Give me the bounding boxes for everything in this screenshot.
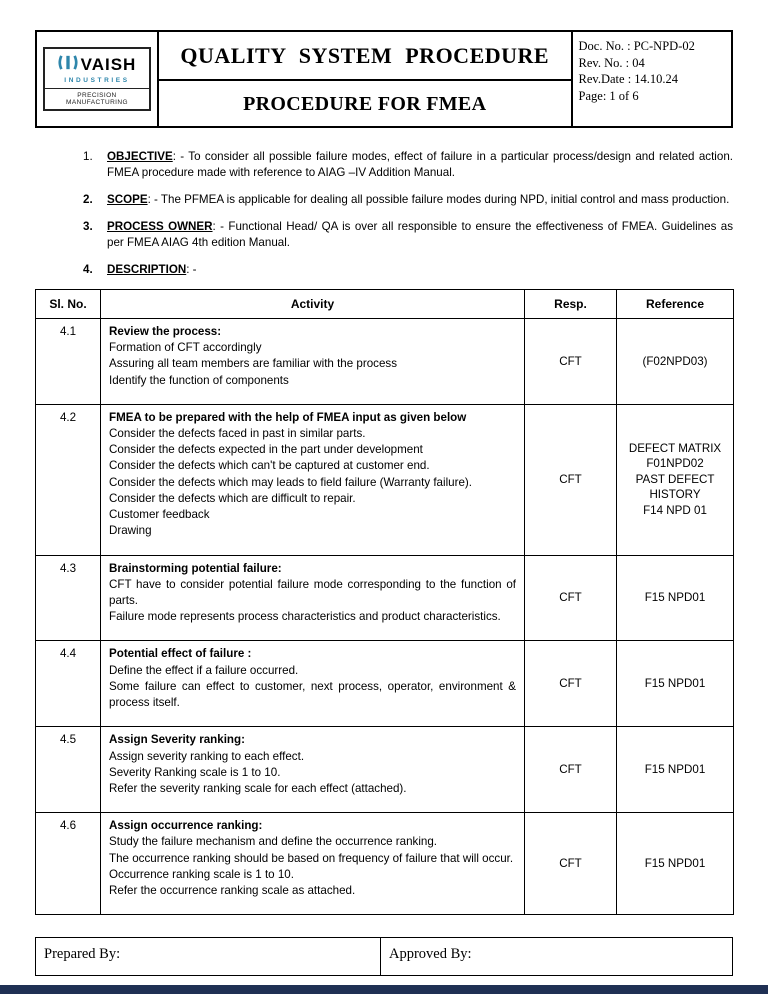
doc-info-line: Doc. No. : PC-NPD-02 [578, 39, 695, 53]
item-body: : - Functional Head/ QA is over all responsible to ensure the effectiveness of FMEA. Guidelines as per FMEA AIAG 4th edition Manual. [107, 219, 733, 249]
reference-line: HISTORY [649, 488, 701, 502]
column-header: Reference [617, 289, 734, 318]
activity-line: Drawing [109, 524, 152, 538]
activity-line: Assuring all team members are familiar with the process [109, 357, 398, 371]
activity-line: Occurrence ranking scale is 1 to 10. [109, 867, 294, 881]
activity-line: Consider the defects which may leads to field failure (Warranty failure). [109, 475, 472, 489]
activity-line: Severity Ranking scale is 1 to 10. [109, 765, 281, 779]
activity-line: Study the failure mechanism and define the occurrence ranking. [109, 835, 438, 849]
cell-sl-no: 4.6 [36, 813, 101, 915]
activity-line: Consider the defects faced in past in similar parts. [109, 427, 366, 440]
activity-line: Consider the defects expected in the part under development [109, 443, 423, 457]
activity-line: Assign severity ranking to each effect. [109, 749, 305, 763]
item-text [107, 192, 733, 208]
item-label: PROCESS OWNER [107, 219, 213, 233]
item-number: 4. [83, 262, 93, 276]
reference-line: DEFECT MATRIX [628, 441, 722, 455]
activity-line: Refer the severity ranking scale for each effect (attached). [109, 781, 407, 795]
intro-item [83, 192, 733, 208]
logo-top [45, 49, 149, 76]
cell-activity [101, 555, 525, 641]
activity-title: Brainstorming potential failure: [109, 561, 282, 575]
cell-reference [617, 727, 734, 813]
intro-item [83, 149, 733, 181]
procedure-table [35, 289, 734, 915]
table-body [36, 318, 734, 914]
activity-title: Assign Severity ranking: [109, 733, 245, 747]
document-title: QUALITY SYSTEM PROCEDURE [159, 32, 571, 81]
activity-line: Refer the occurrence ranking scale as attached. [109, 884, 356, 898]
activity-line: The occurrence ranking should be based on frequency of failure that will occur. [109, 851, 514, 865]
cell-resp: CFT [525, 813, 617, 915]
item-number: 2. [83, 192, 93, 206]
doc-info-line: Rev. No. : 04 [578, 55, 645, 70]
item-number: 3. [83, 219, 93, 233]
item-number: 1. [83, 150, 93, 163]
cell-sl-no: 4.5 [36, 727, 101, 813]
intro-list [83, 149, 733, 278]
activity-title: Review the process: [109, 324, 222, 338]
cell-sl-no: 4.1 [36, 318, 101, 404]
activity-title: Potential effect of failure : [109, 647, 252, 661]
activity-title: FMEA to be prepared with the help of FMEA input as given below [109, 410, 467, 424]
cell-sl-no: 4.4 [36, 641, 101, 727]
cell-activity [101, 727, 525, 813]
column-header: Activity [101, 289, 525, 318]
document-subtitle: PROCEDURE FOR FMEA [243, 93, 487, 115]
table-row [36, 404, 734, 555]
cell-reference [617, 641, 734, 727]
cell-reference [617, 404, 734, 555]
intro-item [83, 219, 733, 251]
cell-resp: CFT [525, 641, 617, 727]
item-body: : - The PFMEA is applicable for dealing all possible failure modes during NPD, initial control and mass production. [147, 192, 730, 206]
table-row [36, 555, 734, 641]
activity-line: CFT have to consider potential failure mode corresponding to the function of parts. [109, 577, 516, 607]
item-label: DESCRIPTION [107, 262, 187, 276]
table-header-row [36, 289, 734, 318]
activity-line: Failure mode represents process characteristics and product characteristics. [109, 610, 501, 624]
intro-item [83, 262, 733, 278]
column-header: Sl. No. [36, 289, 101, 318]
header [35, 30, 733, 128]
cell-activity [101, 641, 525, 727]
bottom-accent-bar [0, 985, 768, 994]
cell-resp: CFT [525, 404, 617, 555]
cell-activity [101, 318, 525, 404]
doc-info [572, 31, 732, 127]
cell-sl-no: 4.2 [36, 404, 101, 555]
cell-activity [101, 813, 525, 915]
activity-title: Assign occurrence ranking: [109, 819, 263, 833]
reference-line: F15 NPD01 [644, 677, 706, 691]
cell-reference [617, 318, 734, 404]
item-body: : - To consider all possible failure modes, effect of failure in a particular process/design and related action. FMEA procedure made with reference to AIAG –IV Addition Manual. [107, 150, 733, 179]
table-row [36, 727, 734, 813]
activity-line: Consider the defects which are difficult to repair. [109, 491, 356, 505]
signoff-footer [35, 937, 733, 976]
title-cell [158, 31, 572, 127]
column-header: Resp. [525, 289, 617, 318]
brand-name: VAISH [80, 55, 137, 74]
item-body: : - [186, 262, 197, 276]
activity-line: Customer feedback [109, 508, 210, 522]
cell-resp: CFT [525, 727, 617, 813]
approved-by-cell: Approved By: [381, 938, 733, 976]
item-text [107, 262, 733, 278]
reference-line: F15 NPD01 [644, 856, 706, 870]
logo-cell [36, 31, 158, 127]
activity-line: Formation of CFT accordingly [109, 341, 262, 355]
activity-line: Some failure can effect to customer, next process, operator, environment & process itself. [109, 679, 516, 710]
cell-resp: CFT [525, 318, 617, 404]
item-label: SCOPE [107, 192, 148, 206]
cell-activity [101, 404, 525, 555]
table-row [36, 813, 734, 915]
item-label: OBJECTIVE [107, 150, 173, 163]
cell-reference [617, 813, 734, 915]
doc-info-line: Rev.Date : 14.10.24 [578, 72, 679, 86]
table-row [36, 641, 734, 727]
reference-line: F14 NPD 01 [643, 504, 707, 518]
activity-line: Consider the defects which can't be captured at customer end. [109, 459, 430, 473]
activity-line: Define the effect if a failure occurred. [109, 663, 299, 677]
item-text [107, 149, 733, 181]
reference-line: (F02NPD03) [642, 354, 708, 368]
doc-info-line: Page: 1 of 6 [578, 88, 639, 103]
cell-reference [617, 555, 734, 641]
activity-line: Identify the function of components [109, 373, 289, 387]
vaish-logo-icon [58, 54, 78, 76]
reference-line: F01NPD02 [646, 457, 704, 471]
prepared-by-cell: Prepared By: [36, 938, 381, 976]
item-text [107, 219, 733, 251]
reference-line: F15 NPD01 [644, 591, 706, 605]
cell-sl-no: 4.3 [36, 555, 101, 641]
table-row [36, 318, 734, 404]
cell-resp: CFT [525, 555, 617, 641]
reference-line: F15 NPD01 [644, 762, 706, 776]
brand-tagline: PRECISION MANUFACTURING [45, 88, 149, 109]
reference-line: PAST DEFECT [635, 472, 715, 486]
brand-industries: INDUSTRIES [64, 77, 130, 84]
company-logo [43, 47, 151, 111]
